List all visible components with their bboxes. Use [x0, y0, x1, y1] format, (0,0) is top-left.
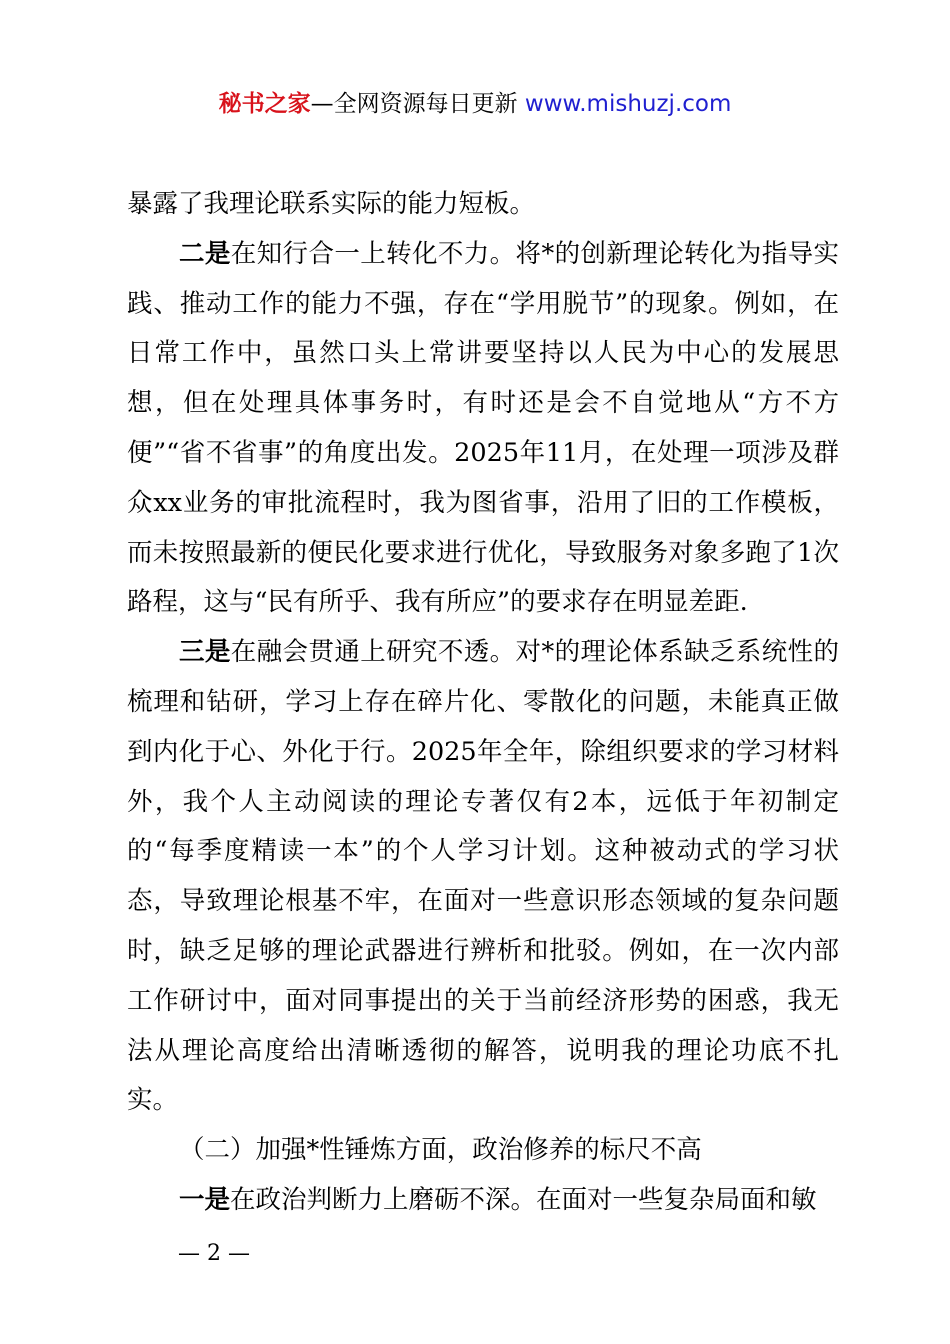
paragraph-point-two	[127, 230, 839, 628]
paragraph-text: 在融会贯通上研究不透。对*的理论体系缺乏系统性的梳理和钻研，学习上存在碎片化、零散化的问题，未能真正做到内化于心、外化于行。2025年全年，除组织要求的学习材料外，我个人主动阅读的理论专著仅有2本，远低于年初制定的“每季度精读一本”的个人学习计划。这种被动式的学习状态，导致理论根基不牢，在面对一些意识形态领域的复杂问题时，缺乏足够的理论武器进行辨析和批驳。例如，在一次内部工作研讨中，面对同事提出的关于当前经济形势的困惑，我无法从理论高度给出清晰透彻的解答，说明我的理论功底不扎实。	[127, 637, 839, 1116]
section-heading	[127, 1126, 839, 1176]
section-heading-text: （二）加强*性锤炼方面，政治修养的标尺不高	[179, 1135, 702, 1166]
paragraph-text: 暴露了我理论联系实际的能力短板。	[127, 189, 536, 219]
paragraph-point-one	[127, 1176, 839, 1226]
site-header	[0, 86, 950, 122]
paragraph-text: 在知行合一上转化不力。将*的创新理论转化为指导实践、推动工作的能力不强，存在“学用脱节”的现象。例如，在日常工作中，虽然口头上常讲要坚持以人民为中心的发展思想，但在处理具体事务时，有时还是会不自觉地从“方不方便”“省不省事”的角度出发。2025年11月，在处理一项涉及群众xx业务的审批流程时，我为图省事，沿用了旧的工作模板，而未按照最新的便民化要求进行优化，导致服务对象多跑了1次路程，这与“民有所乎、我有所应”的要求存在明显差距.	[127, 238, 839, 618]
document-body	[127, 180, 839, 1226]
site-url[interactable]: www.mishuzj.com	[524, 91, 732, 117]
paragraph-lead: 一是	[179, 1184, 231, 1215]
paragraph-text: 在政治判断力上磨砺不深。在面对一些复杂局面和敏	[230, 1184, 817, 1215]
site-tagline: —全网资源每日更新	[310, 91, 525, 117]
paragraph-point-three	[127, 628, 839, 1126]
paragraph-lead: 三是	[179, 637, 231, 668]
page-number: — 2 —	[178, 1241, 250, 1266]
paragraph-continuation	[127, 180, 839, 230]
paragraph-lead: 二是	[179, 238, 231, 269]
site-brand: 秘书之家	[218, 91, 311, 117]
